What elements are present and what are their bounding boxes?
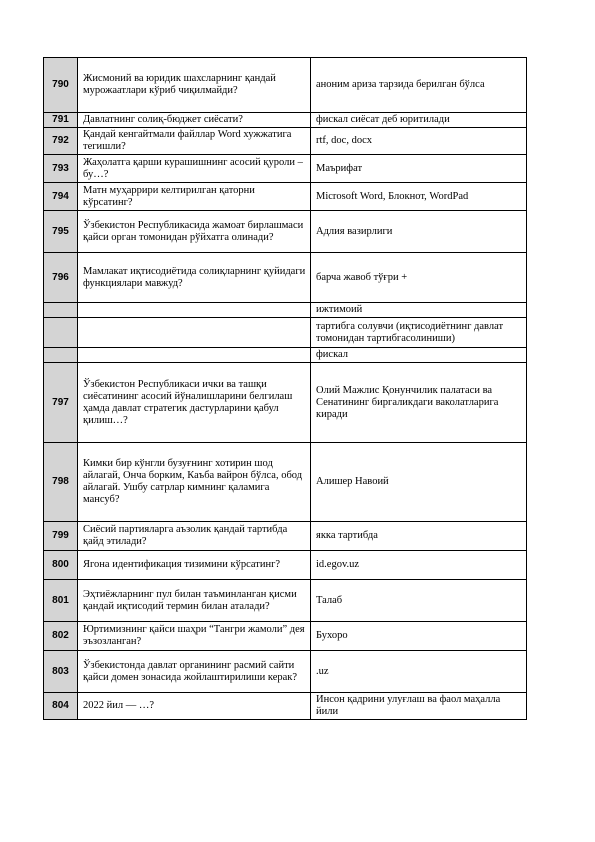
question-text: Ягона идентификация тизимини кўрсатинг? [78,551,311,580]
question-text: Ўзбекистонда давлат органининг расмий сайти қайси домен зонасида жойлаштирилиши керак? [78,651,311,693]
answer-text: якка тартибда [311,522,527,551]
question-text: Мамлакат иқтисодиётида солиқларнинг қуйидаги функциялари мавжуд? [78,253,311,303]
table-row [44,113,527,128]
question-text: Кимки бир кўнгли бузуғнинг хотирин шод айлагай, Онча борким, Каъба вайрон бўлса, обод айлагай. Ушбу сатрлар кимнинг қаламига мансуб? [78,443,311,522]
answer-text: Инсон қадрини улуғлаш ва фаол маҳалла йили [311,693,527,720]
answer-text: фискал [311,348,527,363]
question-number: 801 [44,580,78,622]
answer-text: Маърифат [311,155,527,183]
question-text: Жисмоний ва юридик шахсларнинг қандай мурожаатлари кўриб чиқилмайди? [78,58,311,113]
question-number: 804 [44,693,78,720]
question-text [78,318,311,348]
table-row [44,253,527,303]
answer-text: Олий Мажлис Қонунчилик палатаси ва Сенатининг биргаликдаги ваколатларига киради [311,363,527,443]
answer-text: Талаб [311,580,527,622]
table-row [44,693,527,720]
question-text: Ўзбекистон Республикаси ички ва ташқи сиёсатининг асосий йўналишларини белгилаш ҳамда давлат стратегик дастурларини қабул қилиш…? [78,363,311,443]
table-row [44,318,527,348]
question-number [44,318,78,348]
table-row [44,651,527,693]
table-row [44,622,527,651]
question-text [78,348,311,363]
answer-text: Microsoft Word, Блокнот, WordPad [311,183,527,211]
table-row [44,128,527,155]
table-row [44,551,527,580]
answer-text: .uz [311,651,527,693]
question-number: 797 [44,363,78,443]
table-row [44,58,527,113]
question-text: Қандай кенгайтмали файллар Word хужжатига тегишли? [78,128,311,155]
answer-text: аноним ариза тарзида берилган бўлса [311,58,527,113]
question-text: Эҳтиёжларнинг пул билан таъминланган қисми қандай иқтисодий термин билан аталади? [78,580,311,622]
table-row [44,348,527,363]
question-text: Матн муҳаррири келтирилган қаторни кўрсатинг? [78,183,311,211]
question-number: 796 [44,253,78,303]
question-number: 802 [44,622,78,651]
question-number: 803 [44,651,78,693]
question-number: 790 [44,58,78,113]
answer-text: тартибга солувчи (иқтисодиётнинг давлат томонидан тартибгасолиниши) [311,318,527,348]
table-row [44,183,527,211]
answer-text: Алишер Навоий [311,443,527,522]
question-number: 791 [44,113,78,128]
answer-text: Адлия вазирлиги [311,211,527,253]
question-text: Сиёсий партияларга аъзолик қандай тартибда қайд этилади? [78,522,311,551]
answer-text: id.egov.uz [311,551,527,580]
question-number: 794 [44,183,78,211]
question-number [44,348,78,363]
answer-text: Бухоро [311,622,527,651]
table-row [44,155,527,183]
questions-table [43,57,527,720]
table-row [44,580,527,622]
answer-text: фискал сиёсат деб юритилади [311,113,527,128]
question-number [44,303,78,318]
question-text: Давлатнинг солиқ-бюджет сиёсати? [78,113,311,128]
question-number: 793 [44,155,78,183]
table-row [44,522,527,551]
question-text: Жаҳолатга қарши курашишнинг асосий қуроли – бу…? [78,155,311,183]
question-number: 795 [44,211,78,253]
question-text: Юртимизнинг қайси шаҳри “Тангри жамоли” дея эъзозланган? [78,622,311,651]
answer-text: rtf, doc, docx [311,128,527,155]
answer-text: ижтимоий [311,303,527,318]
question-number: 798 [44,443,78,522]
table-row [44,363,527,443]
questions-table-body [44,58,527,720]
answer-text: барча жавоб тўғри + [311,253,527,303]
question-number: 800 [44,551,78,580]
question-text: 2022 йил — …? [78,693,311,720]
table-row [44,211,527,253]
table-row [44,443,527,522]
question-number: 799 [44,522,78,551]
question-text: Ўзбекистон Республикасида жамоат бирлашмаси қайси орган томонидан рўйхатга олинади? [78,211,311,253]
question-number: 792 [44,128,78,155]
question-text [78,303,311,318]
table-row [44,303,527,318]
